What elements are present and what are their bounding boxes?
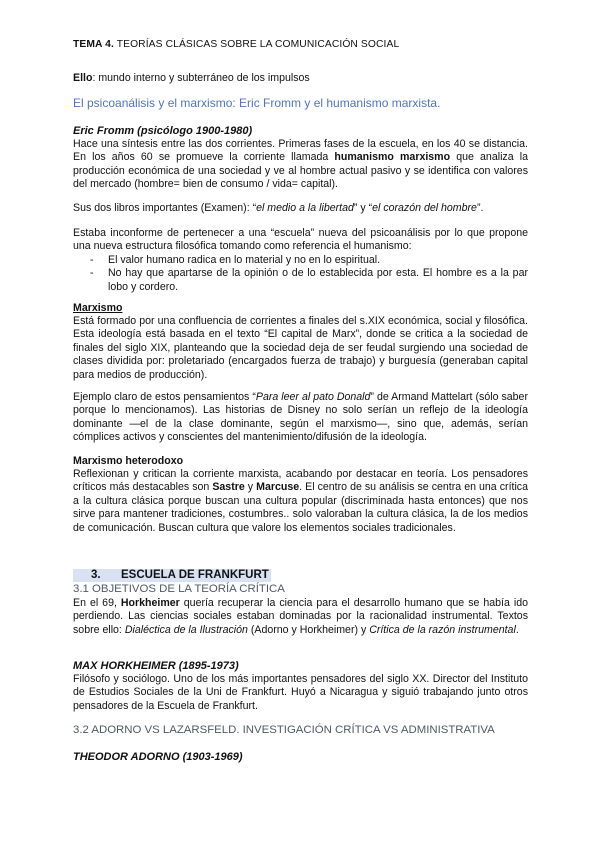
section-3-heading (73, 569, 528, 582)
s31-name: Horkheimer (120, 597, 180, 609)
ello-line (73, 72, 528, 85)
heterodoxo-heading: Marxismo heterodoxo (73, 455, 184, 467)
fromm-bullets (73, 254, 528, 294)
s31-text-c: (Adorno y Horkheimer) y (247, 623, 370, 636)
ello-text: : mundo interno y subterráneo de los impulsos (92, 72, 310, 84)
book-2: el corazón del hombre (372, 202, 477, 214)
header-title: TEORÍAS CLÁSICAS SOBRE LA COMUNICACIÓN SOCIAL (116, 39, 400, 50)
s31-text-b: quería recuperar la ciencia para el desarrollo humano que se había ido perdiendo. Las ciencias sociales estaban dominadas por la racionalidad instrumental. Textos sobre ello: (73, 597, 529, 636)
heterodoxo-text-and: y (244, 481, 257, 494)
heterodoxo-paragraph (73, 468, 528, 535)
s31-text-d: . (515, 623, 519, 636)
marxismo-p2-text-b: ” de Armand Mattelart (sólo saber porque lo mencionamos). Las historias de Disney no solo serían un reflejo de la ideología dominante —el de la clase dominante, según el marxismo—, sino que, además, serían cómplices activos y conscientes del mantenimiento/difusión de la ideología. (73, 391, 528, 444)
fromm-paragraph-1 (73, 138, 528, 192)
books-text-b: ” y “ (353, 202, 373, 214)
marxismo-p2-book: Para leer al pato Donald (255, 391, 371, 403)
section-subtitle: El psicoanálisis y el marxismo: Eric Fromm y el humanismo marxista. (73, 96, 441, 110)
s31-book-1: Dialéctica de la Ilustración (124, 623, 248, 636)
horkheimer-heading: MAX HORKHEIMER (1895-1973) (73, 660, 239, 672)
books-text-a: Sus dos libros importantes (Examen): “ (73, 202, 257, 214)
fromm-p1-bold: humanismo marxismo (334, 151, 451, 164)
marxismo-p2-text-a: Ejemplo claro de estos pensamientos “ (73, 391, 256, 403)
horkheimer-paragraph: Filósofo y sociólogo. Uno de los más importantes pensadores del siglo XX. Director del Instituto de Estudios Sociales de la Uni de Frankfurt. Huyó a Nicaragua y siguió trabajando junto otros pensadores de la Escuela de Frankfurt. (73, 673, 528, 712)
s31-book-2: Crítica de la razón instrumental (369, 623, 516, 636)
fromm-heading: Eric Fromm (psicólogo 1900-1980) (73, 125, 253, 137)
fromm-paragraph-3 (73, 227, 528, 294)
heterodoxo-name-2: Marcuse (256, 481, 300, 494)
heterodoxo-text-b: . El centro de su análisis se centra en una crítica a la cultura clásica porque buscan una cultura popular (discriminada hasta entonces) que nos sirve para mantener tradiciones, costumbres.. solo valoraban la cultura clásica, la de los medios de comunicación. Buscan cultura que valore los elementos sociales tradicionales. (73, 481, 528, 534)
books-text-c: ”. (476, 202, 484, 214)
heterodoxo-text-a: Reflexionan y critican la corriente marxista, acabando por destacar en teoría. Los pensadores críticos más destacables son (73, 468, 528, 494)
section-3-title (73, 569, 271, 582)
ello-term: Ello (73, 72, 93, 84)
marxismo-heading: Marxismo (73, 302, 123, 314)
heterodoxo-name-1: Sastre (212, 481, 245, 494)
fromm-p1-text-a: Hace una síntesis entre las dos corrientes. Primeras fases de la escuela, en los 40 se distancia. En los años 60 se promueve la corriente llamada (73, 138, 528, 164)
section-3-title-text: ESCUELA DE FRANKFURT (121, 569, 269, 581)
fromm-p3-text: Estaba inconforme de pertenecer a una “escuela” nueva del psicoanálisis por lo que propone una nueva estructura filosófica tomando como referencia el humanismo: (73, 227, 528, 253)
marxismo-paragraph-2 (73, 391, 528, 445)
list-item: - No hay que apartarse de la opinión o de lo establecida por esta. El hombre es a la par lobo y cordero. (73, 267, 528, 294)
header-tema: TEMA 4. (73, 39, 114, 50)
fromm-books (73, 202, 528, 215)
list-item: - El valor humano radica en lo material y no en lo espiritual. (73, 254, 528, 267)
fromm-p1-text-b: que analiza la producción económica de una sociedad y ve al hombre actual pasivo y se identifica con valores del mercado (hombre= bien de consumo / vida= capital). (73, 151, 529, 191)
book-1: el medio a la libertad (256, 202, 354, 214)
s31-text-a: En el 69, (73, 597, 121, 609)
marxismo-paragraph-1: Está formado por una confluencia de corrientes a finales del s.XIX económica, social y filosófica. Esta ideología está basada en el texto “El capital de Marx”, donde se critica a la sociedad de finales del siglo XIX, planteando que la sociedad deja de ser feudal surgiendo una sociedad de clases dividida por: proletariado (encargados fuerza de trabajo) y burguesía (generaban capital para medios de producción). (73, 315, 528, 381)
section-3-2-title: 3.2 ADORNO VS LAZARSFELD. INVESTIGACIÓN CRÍTICA VS ADMINISTRATIVA (73, 724, 495, 736)
page-header (73, 38, 528, 51)
section-3-number: 3. (91, 569, 101, 581)
section-3-1-title: 3.1 OBJETIVOS DE LA TEORÍA CRÍTICA (73, 583, 285, 595)
section-3-1-paragraph (73, 597, 528, 637)
adorno-heading: THEODOR ADORNO (1903-1969) (73, 751, 243, 763)
